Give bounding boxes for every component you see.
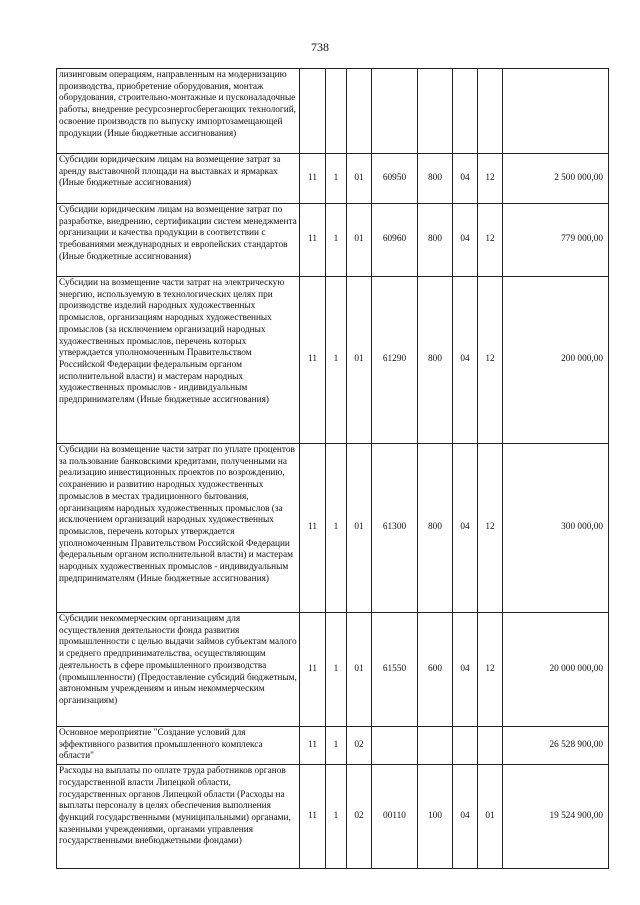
row-code-c4 xyxy=(372,69,418,154)
row-description: Субсидии на возмещение части затрат на электрическую энергию, используемую в технологических целях при производстве изделий народных художественных промыслов, организациям народных художественных промыслов (за исключением организаций народных художественных промыслов, перечень которых утверждается уполномоченным Правительством Российской Федерации федеральным органом исполнительной власти) и мастерам народных художественных промыслов - индивидуальным предпринимателям (Иные бюджетные ассигнования) xyxy=(57,277,300,444)
row-code-c4: 00110 xyxy=(372,765,418,869)
page-number: 738 xyxy=(311,40,329,54)
row-code-c4: 61290 xyxy=(372,277,418,444)
table-row xyxy=(57,727,609,765)
row-description: Основное мероприятие "Создание условий для эффективного развития промышленного комплекса области" xyxy=(57,727,300,765)
table-row xyxy=(57,444,609,613)
table-row xyxy=(57,277,609,444)
row-code-c3: 02 xyxy=(347,727,372,765)
row-description: Субсидии юридическим лицам на возмещение затрат за аренду выставочной площади на выставках и ярмарках (Иные бюджетные ассигнования) xyxy=(57,154,300,204)
row-code-c3: 01 xyxy=(347,277,372,444)
row-code-c5: 800 xyxy=(418,204,453,277)
row-amount: 300 000,00 xyxy=(503,444,609,613)
table-row xyxy=(57,765,609,869)
row-code-c3: 01 xyxy=(347,613,372,727)
row-code-c1: 11 xyxy=(300,444,326,613)
row-code-c1: 11 xyxy=(300,154,326,204)
row-code-c2: 1 xyxy=(326,727,347,765)
row-code-c5: 600 xyxy=(418,613,453,727)
row-code-c6: 04 xyxy=(453,444,478,613)
row-code-c6: 04 xyxy=(453,204,478,277)
row-code-c1: 11 xyxy=(300,204,326,277)
row-code-c3: 01 xyxy=(347,154,372,204)
row-code-c6 xyxy=(453,69,478,154)
row-code-c1: 11 xyxy=(300,765,326,869)
row-code-c2: 1 xyxy=(326,613,347,727)
row-code-c5 xyxy=(418,727,453,765)
table-row xyxy=(57,613,609,727)
row-code-c1: 11 xyxy=(300,613,326,727)
row-code-c3: 02 xyxy=(347,765,372,869)
row-code-c2: 1 xyxy=(326,154,347,204)
row-code-c2 xyxy=(326,69,347,154)
row-amount: 20 000 000,00 xyxy=(503,613,609,727)
row-description: Субсидии юридическим лицам на возмещение затрат по разработке, внедрению, сертификации систем менеджмента организации и качества продукции в соответствии с требованиями международных и европейских стандартов (Иные бюджетные ассигнования) xyxy=(57,204,300,277)
row-code-c3: 01 xyxy=(347,444,372,613)
row-code-c7: 12 xyxy=(478,204,503,277)
row-code-c4: 61300 xyxy=(372,444,418,613)
row-code-c4: 61550 xyxy=(372,613,418,727)
row-code-c4: 60960 xyxy=(372,204,418,277)
row-code-c2: 1 xyxy=(326,277,347,444)
row-code-c6: 04 xyxy=(453,613,478,727)
row-code-c6: 04 xyxy=(453,277,478,444)
row-amount: 779 000,00 xyxy=(503,204,609,277)
row-code-c5 xyxy=(418,69,453,154)
row-code-c3 xyxy=(347,69,372,154)
row-code-c1: 11 xyxy=(300,277,326,444)
row-amount: 19 524 900,00 xyxy=(503,765,609,869)
row-code-c7: 12 xyxy=(478,277,503,444)
row-code-c7 xyxy=(478,727,503,765)
row-code-c4: 60950 xyxy=(372,154,418,204)
row-amount xyxy=(503,69,609,154)
row-amount: 2 500 000,00 xyxy=(503,154,609,204)
row-code-c7: 12 xyxy=(478,613,503,727)
row-description: Субсидии на возмещение части затрат по уплате процентов за пользование банковскими кредитами, полученными на реализацию инвестиционных проектов по возрождению, сохранению и развитию народных художественных промыслов в местах традиционного бытования, организациям народных художественных промыслов (за исключением организаций народных художественных промыслов, перечень которых утверждается уполномоченным Правительством Российской Федерации федеральным органом исполнительной власти) и мастерам народных художественных промыслов - индивидуальным предпринимателям (Иные бюджетные ассигнования) xyxy=(57,444,300,613)
row-code-c6: 04 xyxy=(453,765,478,869)
row-description: Субсидии некоммерческим организациям для осуществления деятельности фонда развития промышленности с целью выдачи займов субъектам малого и среднего предпринимательства, осуществляющим деятельность в сфере промышленного производства (промышленности) (Предоставление субсидий бюджетным, автономным учреждениям и иным некоммерческим организациям) xyxy=(57,613,300,727)
row-code-c5: 800 xyxy=(418,154,453,204)
row-code-c4 xyxy=(372,727,418,765)
table-row xyxy=(57,154,609,204)
row-description: лизинговым операциям, направленным на модернизацию производства, приобретение оборудования, монтаж оборудования, строительно-монтажные и пусконаладочные работы, внедрение ресурсоэнергосберегающих технологий, освоение производств по выпуску импортозамещающей продукции (Иные бюджетные ассигнования) xyxy=(57,69,300,154)
table-row xyxy=(57,69,609,154)
row-code-c6 xyxy=(453,727,478,765)
row-code-c2: 1 xyxy=(326,444,347,613)
row-code-c7: 12 xyxy=(478,444,503,613)
row-code-c5: 800 xyxy=(418,277,453,444)
row-code-c1 xyxy=(300,69,326,154)
row-description: Расходы на выплаты по оплате труда работников органов государственной власти Липецкой области, государственных органов Липецкой области (Расходы на выплаты персоналу в целях обеспечения выполнения функций государственными (муниципальными) органами, казенными учреждениями, органами управления государственными внебюджетными фондами) xyxy=(57,765,300,869)
row-amount: 200 000,00 xyxy=(503,277,609,444)
row-code-c7: 01 xyxy=(478,765,503,869)
row-code-c2: 1 xyxy=(326,204,347,277)
row-code-c5: 800 xyxy=(418,444,453,613)
table-row xyxy=(57,204,609,277)
budget-table xyxy=(56,68,609,869)
row-code-c3: 01 xyxy=(347,204,372,277)
row-amount: 26 528 900,00 xyxy=(503,727,609,765)
row-code-c5: 100 xyxy=(418,765,453,869)
row-code-c6: 04 xyxy=(453,154,478,204)
row-code-c2: 1 xyxy=(326,765,347,869)
row-code-c7 xyxy=(478,69,503,154)
row-code-c1: 11 xyxy=(300,727,326,765)
row-code-c7: 12 xyxy=(478,154,503,204)
